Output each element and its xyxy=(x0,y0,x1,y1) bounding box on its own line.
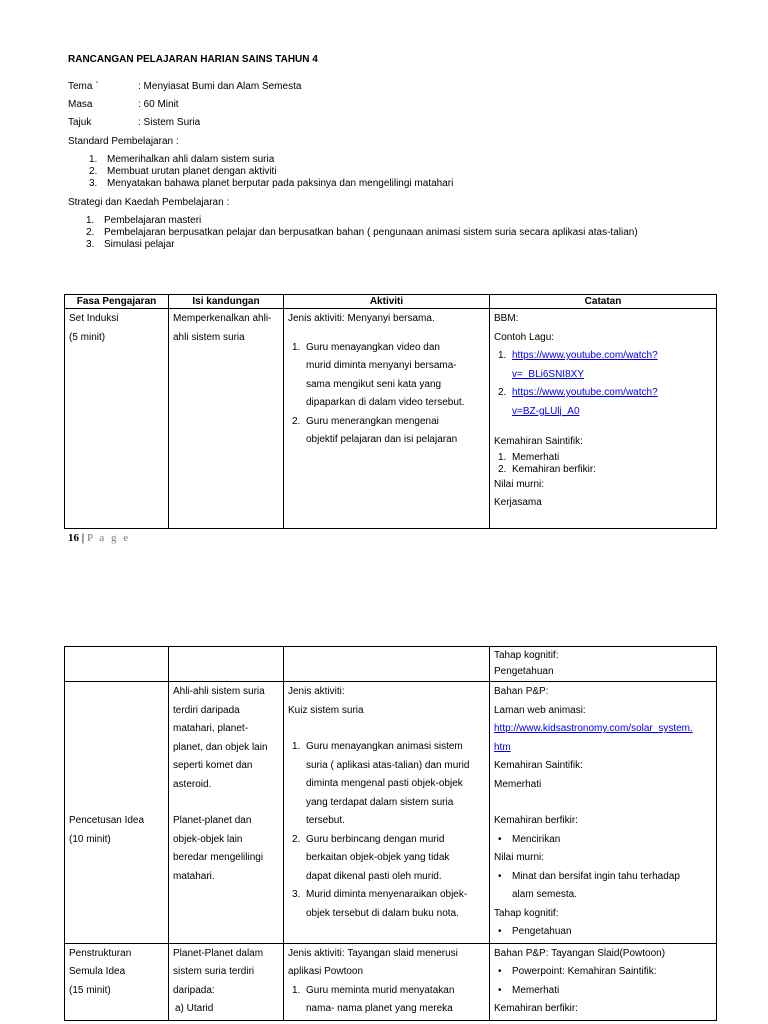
bbm-label: BBM: xyxy=(494,313,519,324)
bahan-list xyxy=(494,963,712,1000)
strategi-list xyxy=(86,215,726,251)
cell-aktiviti xyxy=(284,647,490,682)
cell-isi xyxy=(169,647,284,682)
youtube-link-1[interactable]: https://www.youtube.com/watch? v=_BLi6SNI8XY xyxy=(512,350,658,380)
strategi-heading: Strategi dan Kaedah Pembelajaran : xyxy=(68,197,230,208)
cell-catatan xyxy=(490,647,717,682)
lesson-table-2 xyxy=(64,646,717,1021)
nilai-label: Nilai murni: xyxy=(494,478,545,490)
list-item: 1. Guru meminta murid menyatakan nama- nama planet yang mereka xyxy=(292,984,455,1014)
cell-catatan xyxy=(490,309,717,529)
page-separator: | xyxy=(81,532,85,544)
page-word: P a g e xyxy=(86,532,131,544)
tahap-label: Tahap kognitif: xyxy=(494,650,559,661)
list-item: 3. Murid diminta menyenaraikan objek- objek tersebut di dalam buku nota. xyxy=(292,889,468,919)
cell-line: (5 minit) xyxy=(69,331,106,343)
lesson-table-1 xyxy=(64,294,717,529)
cell-isi: Ahli-ahli sistem suria terdiri daripada matahari, planet- planet, dan objek lain seperti komet dan asteroid. Planet-planet dan objek-objek lain beredar mengelilingi matahari. xyxy=(169,682,284,944)
kemahiran-list xyxy=(494,452,712,476)
cell-line: (10 minit) xyxy=(69,833,111,845)
table-header-row xyxy=(65,295,717,309)
cell-fasa xyxy=(65,647,169,682)
list-item: 1. Guru menayangkan animasi sistem suria ( aplikasi atas-talian) dan murid diminta mengenal pasti objek-objek yang terdapat dalam sistem suria tersebut. xyxy=(292,741,470,826)
cell-line: Memperkenalkan ahli- xyxy=(173,313,272,324)
list-item: 1. Memerihalkan ahli dalam sistem suria xyxy=(89,154,275,165)
cell-catatan: Bahan P&P: Tayangan Slaid(Powtoon) • Powerpoint: Kemahiran Saintifik: • Memerhati Kemahiran berfikir: xyxy=(490,943,717,1020)
aktiviti-list xyxy=(288,339,485,450)
meta-value: : Sistem Suria xyxy=(138,117,201,128)
list-item: • Pengetahuan xyxy=(498,926,572,937)
list-item: 1. https://www.youtube.com/watch? v=_BLi6SNI8XY xyxy=(498,350,658,380)
list-item: 1. Memerhati xyxy=(498,451,560,463)
meta-label: Tema ` xyxy=(68,81,99,92)
aktiviti-intro: Jenis aktiviti: Menyanyi bersama. xyxy=(288,313,435,324)
meta-label: Masa xyxy=(68,99,93,110)
header-isi: Isi kandungan xyxy=(169,295,284,309)
header-aktiviti: Aktiviti xyxy=(284,295,490,309)
cell-line: Set Induksi xyxy=(69,313,119,324)
cell-line: ahli sistem suria xyxy=(173,331,245,343)
aktiviti-list xyxy=(288,982,485,1019)
list-item: 3. Menyatakan bahawa planet berputar pada paksinya dan mengelilingi matahari xyxy=(89,178,454,189)
list-item: 1. Pembelajaran masteri xyxy=(86,215,202,226)
list-item: • Powerpoint: Kemahiran Saintifik: xyxy=(498,966,657,977)
youtube-link-2[interactable]: https://www.youtube.com/watch? v=BZ-gLUlj_A0 xyxy=(512,387,658,417)
list-item: 2. Kemahiran berfikir: xyxy=(498,463,596,475)
list-item: 1. Guru menayangkan video dan murid diminta menyanyi bersama- sama mengikut seni kata yang dipaparkan di dalam video tersebut. xyxy=(292,341,465,408)
list-item: 2. https://www.youtube.com/watch? v=BZ-gLUlj_A0 xyxy=(498,387,658,417)
cell-aktiviti xyxy=(284,309,490,529)
table-row xyxy=(65,647,717,682)
standard-list xyxy=(89,154,689,190)
nilai-value: Kerjasama xyxy=(494,497,542,508)
cell-fasa xyxy=(65,682,169,944)
tahap-value: Pengetahuan xyxy=(494,666,554,677)
page-number: 16 xyxy=(68,532,79,544)
cell-aktiviti: Jenis aktiviti: Tayangan slaid menerusi aplikasi Powtoon 1. Guru meminta murid menyatakan nama- nama planet yang mereka xyxy=(284,943,490,1020)
cell-catatan: Bahan P&P: Laman web animasi: http://www.kidsastronomy.com/solar_system. htm Kemahiran Saintifik: Memerhati Kemahiran berfikir: • Mencirikan Nilai murni: • Minat dan bersifat ingin tahu terhadap alam semesta. Tahap kognitif: • Pengetahuan xyxy=(490,682,717,944)
list-item: • Minat dan bersifat ingin tahu terhadap alam semesta. xyxy=(498,870,680,900)
cell-line: Pencetusan Idea xyxy=(69,815,145,826)
contoh-label: Contoh Lagu: xyxy=(494,331,555,343)
cell-aktiviti: Jenis aktiviti: Kuiz sistem suria 1. Guru menayangkan animasi sistem suria ( aplikasi atas-talian) dan murid diminta mengenal pasti objek-objek yang terdapat dalam sistem suria tersebut. 2. Guru berbincang dengan murid berkaitan objek-objek yang tidak dapat dikenal pasti oleh murid. 3. Murid diminta menyenaraikan objek- objek tersebut di dalam buku nota. xyxy=(284,682,490,944)
aktiviti-list xyxy=(288,738,485,923)
header-catatan: Catatan xyxy=(490,295,717,309)
cell-fasa: Penstrukturan Semula Idea (15 minit) xyxy=(65,943,169,1020)
page-title: RANCANGAN PELAJARAN HARIAN SAINS TAHUN 4 xyxy=(68,54,318,65)
standard-heading: Standard Pembelajaran : xyxy=(68,136,179,147)
cell-fasa xyxy=(65,309,169,529)
table-row xyxy=(65,309,717,529)
list-item: 2. Pembelajaran berpusatkan pelajar dan berpusatkan bahan ( pengunaan animasi sistem suria secara aplikasi atas-talian) xyxy=(86,227,638,238)
page-footer xyxy=(68,532,130,544)
table-row xyxy=(65,682,717,944)
berfikir-list xyxy=(494,831,712,850)
meta-value: : 60 Minit xyxy=(138,99,179,110)
meta-value: : Menyiasat Bumi dan Alam Semesta xyxy=(138,81,302,92)
list-item: 3. Simulasi pelajar xyxy=(86,239,175,250)
kidsastronomy-link[interactable]: http://www.kidsastronomy.com/solar_system. htm xyxy=(494,723,693,753)
song-links xyxy=(494,347,712,421)
meta-label: Tajuk xyxy=(68,117,92,128)
header-fasa: Fasa Pengajaran xyxy=(65,295,169,309)
list-item: 2. Membuat urutan planet dengan aktiviti xyxy=(89,166,277,177)
cell-isi: Planet-Planet dalam sistem suria terdiri daripada: a) Utarid xyxy=(169,943,284,1020)
list-item: 2. Guru berbincang dengan murid berkaitan objek-objek yang tidak dapat dikenal pasti oleh murid. xyxy=(292,833,450,882)
cell-isi xyxy=(169,309,284,529)
list-item: • Mencirikan xyxy=(498,833,561,845)
table-row xyxy=(65,943,717,1020)
kemahiran-label: Kemahiran Saintifik: xyxy=(494,436,583,447)
nilai-list xyxy=(494,868,712,905)
tahap-list xyxy=(494,923,712,942)
list-item: • Memerhati xyxy=(498,984,560,996)
list-item: 2. Guru menerangkan mengenai objektif pelajaran dan isi pelajaran xyxy=(292,415,458,445)
